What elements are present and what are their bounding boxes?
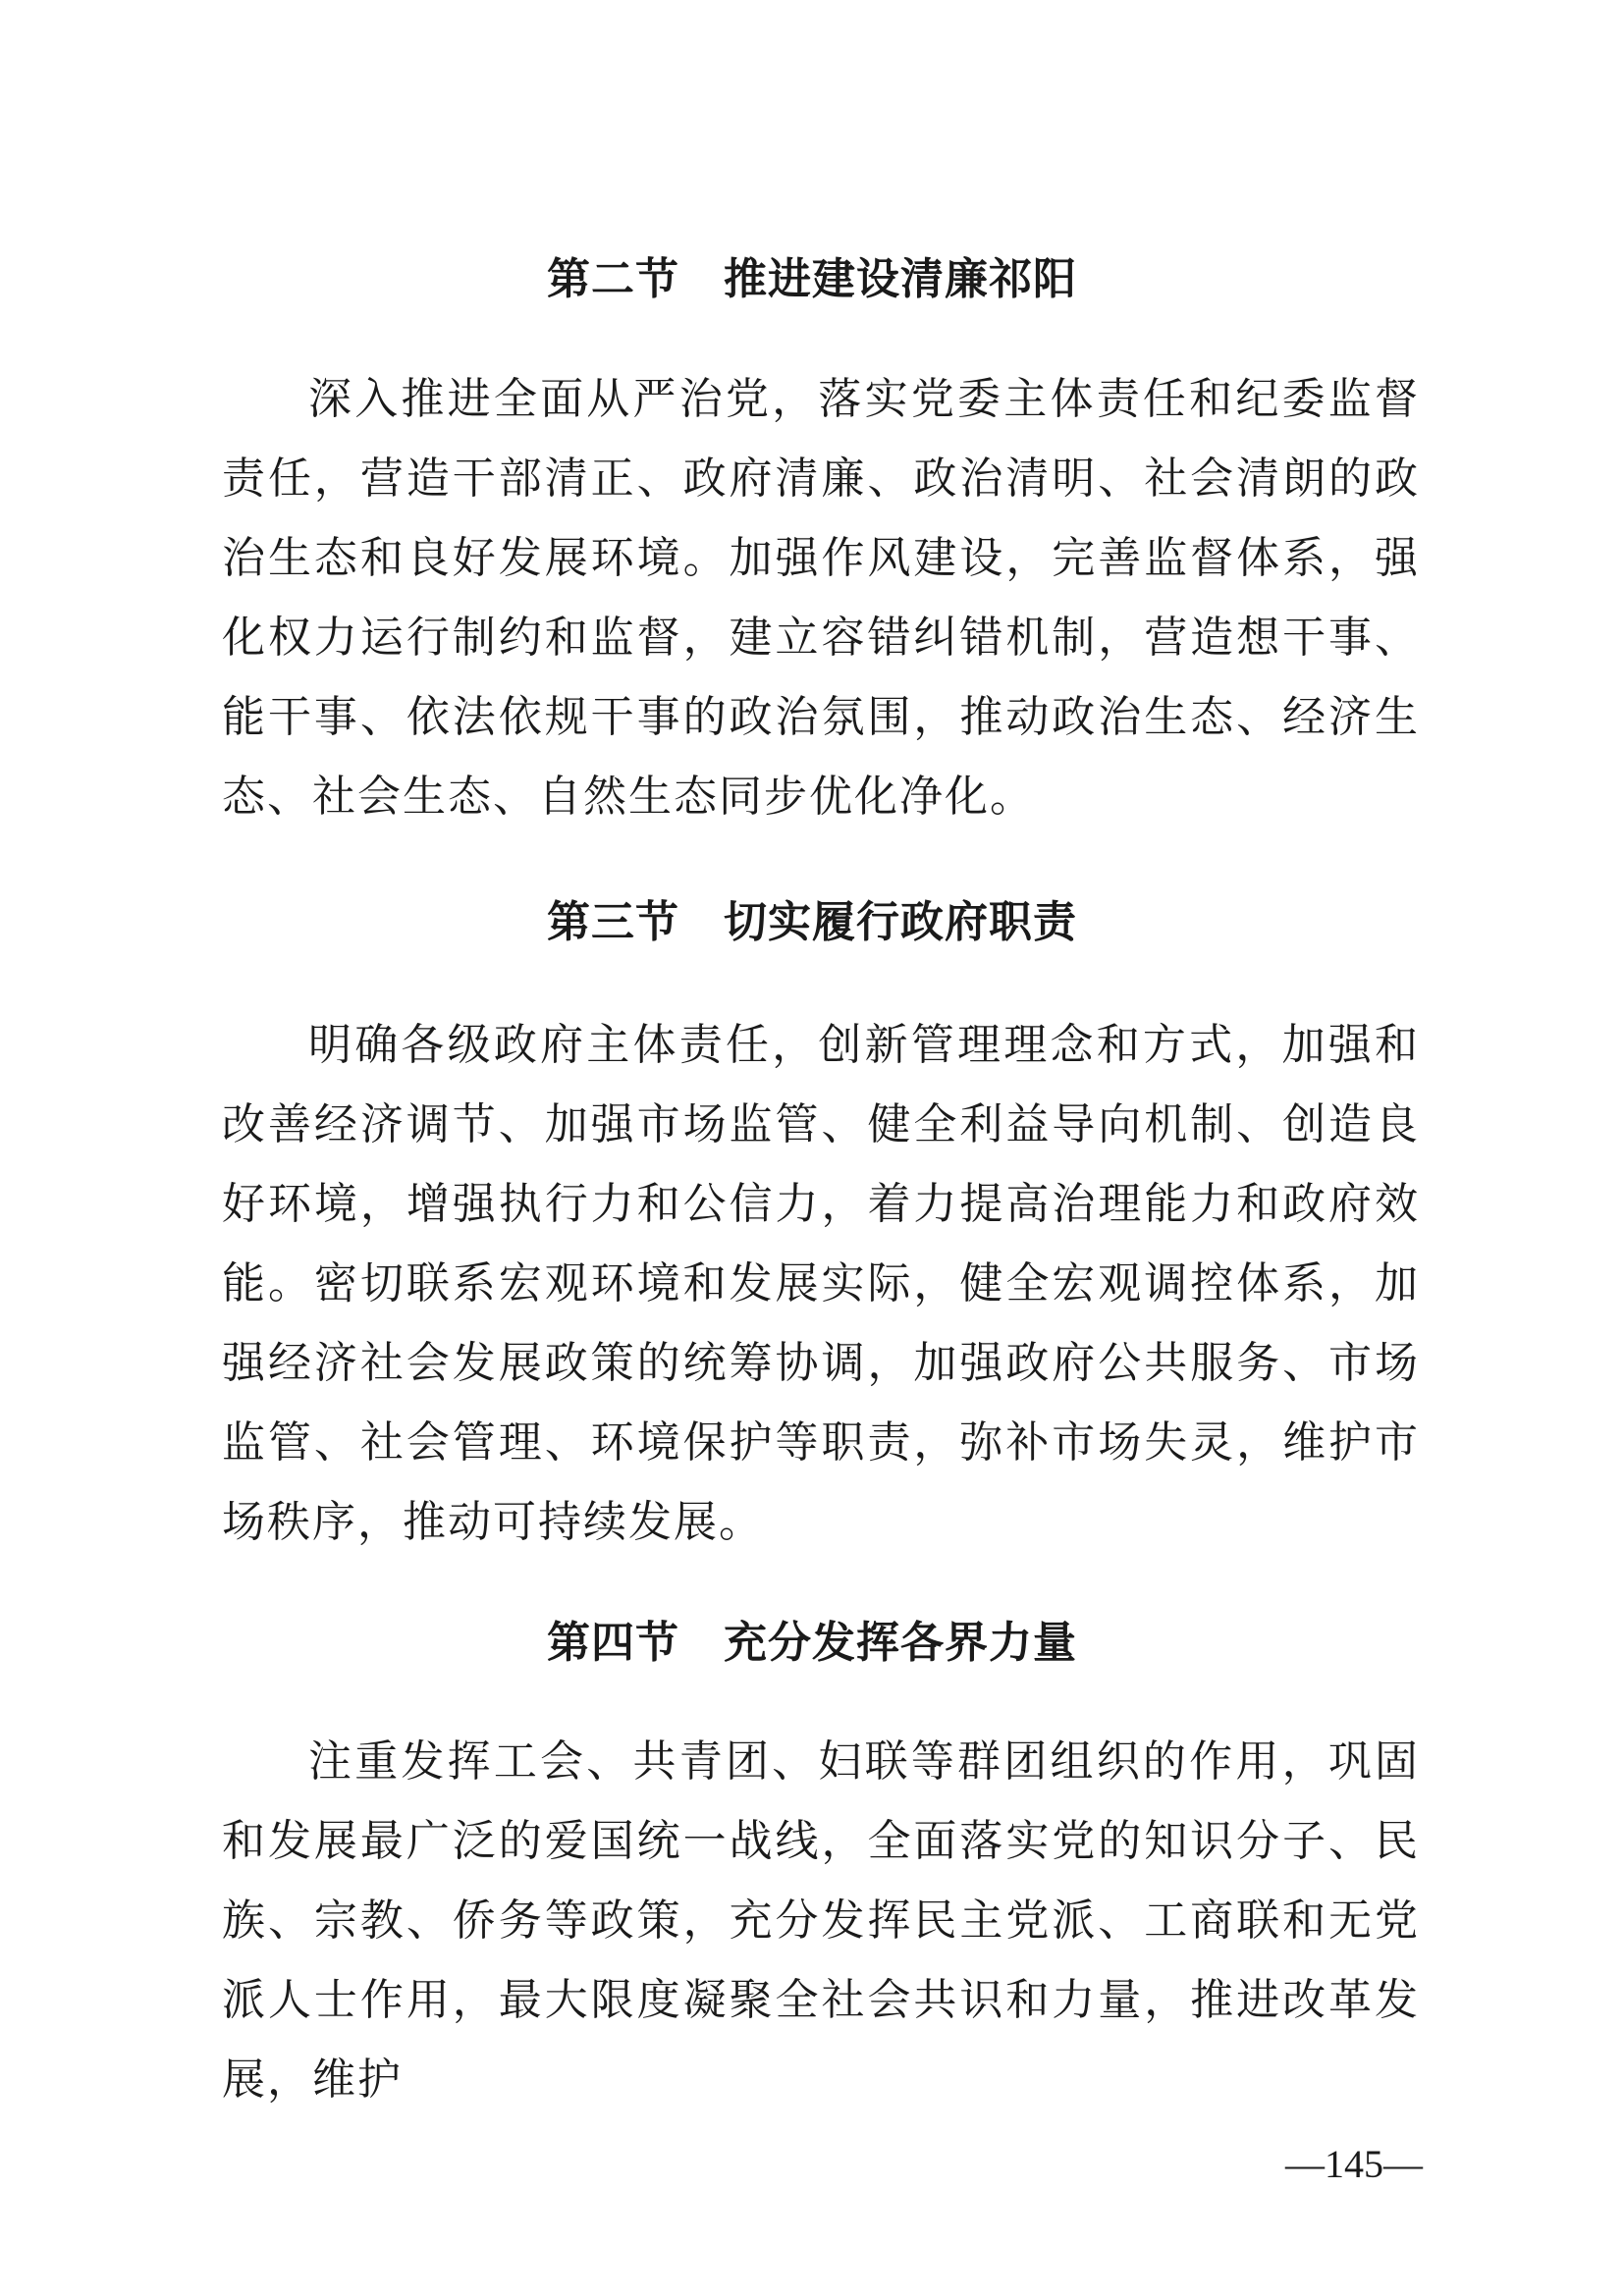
- section-heading-2: 第二节 推进建设清廉祁阳: [547, 254, 1077, 304]
- section-heading-4: 第四节 充分发挥各界力量: [547, 1618, 1077, 1668]
- section-body-2: 深入推进全面从严治党，落实党委主体责任和纪委监督责任，营造干部清正、政府清廉、政治清明、社会清朗的政治生态和良好发展环境。加强作风建设，完善监督体系，强化权力运行制约和监督，建立容错纠错机制，营造想干事、能干事、依法依规干事的政治氛围，推动政治生态、经济生态、社会生态、自然生态同步优化净化。: [222, 374, 1420, 822]
- section-body-3: 明确各级政府主体责任，创新管理理念和方式，加强和改善经济调节、加强市场监管、健全利益导向机制、创造良好环境，增强执行力和公信力，着力提高治理能力和政府效能。密切联系宏观环境和发展实际，健全宏观调控体系，加强经济社会发展政策的统筹协调，加强政府公共服务、市场监管、社会管理、环境保护等职责，弥补市场失灵，维护市场秩序，推动可持续发展。: [222, 1020, 1420, 1547]
- page-number: —145—: [1285, 2142, 1423, 2186]
- section-body-4: 注重发挥工会、共青团、妇联等群团组织的作用，巩固和发展最广泛的爱国统一战线，全面落实党的知识分子、民族、宗教、侨务等政策，充分发挥民主党派、工商联和无党派人士作用，最大限度凝聚全社会共识和力量，推进改革发展，维护: [222, 1736, 1420, 2105]
- section-heading-3: 第三节 切实履行政府职责: [547, 897, 1077, 947]
